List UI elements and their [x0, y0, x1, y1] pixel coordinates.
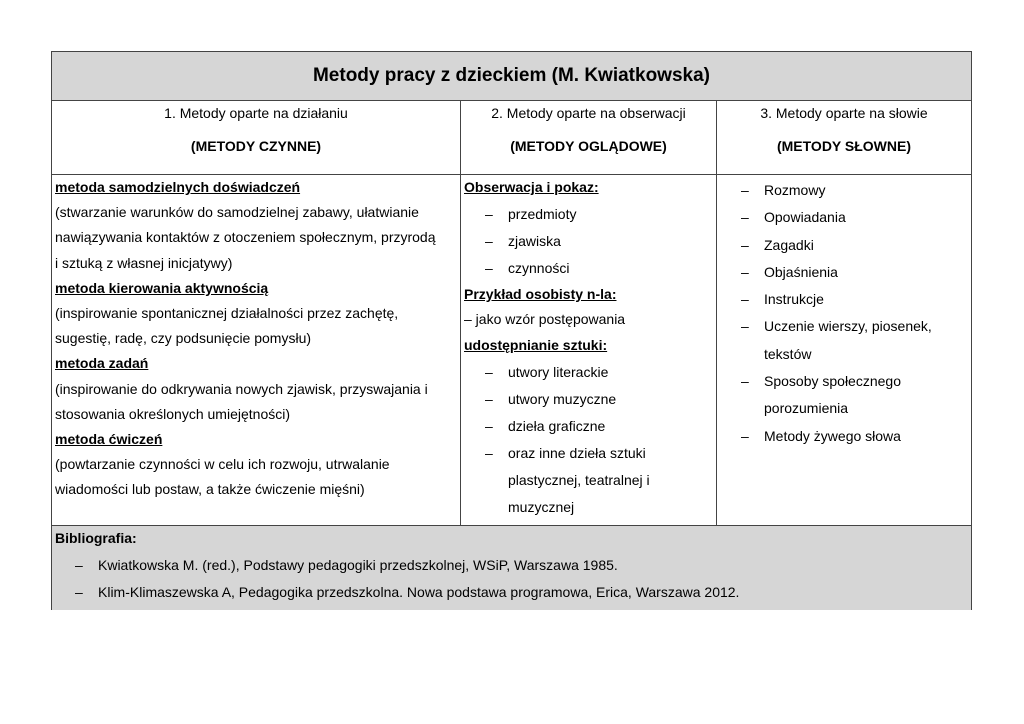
list-item-text: tekstów	[764, 345, 812, 362]
list-item	[464, 201, 716, 228]
method-description: (stwarzanie warunków do samodzielnej zabawy, ułatwianie	[55, 204, 419, 221]
active-methods-cell	[52, 174, 461, 525]
method-title: metoda kierowania aktywnością	[55, 279, 269, 296]
method-description: (powtarzanie czynności w celu ich rozwoju, utrwalanie	[55, 456, 390, 473]
dash-bullet: –	[75, 584, 83, 600]
section-title: Przykład osobisty n-la:	[464, 286, 617, 303]
column-header-observation	[461, 100, 717, 175]
list-item	[464, 413, 716, 440]
method-title: metoda samodzielnych doświadczeń	[55, 179, 301, 195]
list-item-text: Instrukcje	[764, 291, 824, 308]
list-item-text: Objaśnienia	[764, 263, 838, 280]
observation-list	[464, 201, 716, 282]
section-description: – jako wzór postępowania	[464, 311, 626, 328]
list-item-text: plastycznej, teatralnej i	[508, 471, 650, 488]
dash-bullet: –	[741, 209, 749, 226]
list-item	[720, 423, 971, 450]
section-title: udostępnianie sztuki:	[464, 336, 608, 353]
table-title: Metody pracy z dzieckiem (M. Kwiatkowska)	[52, 52, 971, 101]
list-item	[464, 228, 716, 255]
list-item	[720, 368, 971, 395]
dash-bullet: –	[75, 557, 83, 573]
column-subheading: (METODY SŁOWNE)	[776, 138, 912, 154]
bibliography-item-text: Kwiatkowska M. (red.), Podstawy pedagogiki przedszkolnej, WSiP, Warszawa 1985.	[98, 557, 618, 573]
list-item	[720, 259, 971, 286]
list-item-text: Metody żywego słowa	[764, 427, 901, 444]
list-item-text: przedmioty	[508, 206, 577, 223]
list-item-text: Opowiadania	[764, 209, 846, 226]
bibliography-heading: Bibliografia:	[55, 530, 137, 546]
list-item-text: Uczenie wierszy, piosenek,	[764, 318, 932, 335]
list-item-continuation	[464, 467, 716, 494]
list-item-continuation	[464, 494, 716, 521]
list-item-text: muzycznej	[508, 498, 575, 515]
column-subheading: (METODY OGLĄDOWE)	[510, 138, 667, 154]
bibliography-section	[52, 525, 971, 610]
list-item-text: zjawiska	[508, 233, 561, 250]
dash-bullet: –	[485, 444, 493, 461]
dash-bullet: –	[485, 260, 493, 277]
methods-table	[51, 51, 972, 610]
list-item	[720, 286, 971, 313]
list-item-text: utwory literackie	[508, 363, 609, 380]
list-item-text: utwory muzyczne	[508, 390, 617, 407]
bibliography-item-text: Klim-Klimaszewska A, Pedagogika przedszkolna. Nowa podstawa programowa, Erica, Warszawa 2012.	[98, 584, 740, 600]
list-item	[720, 177, 971, 204]
dash-bullet: –	[741, 373, 749, 390]
dash-bullet: –	[741, 236, 749, 253]
method-description: stosowania określonych umiejętności)	[55, 405, 290, 422]
list-item	[720, 204, 971, 231]
dash-bullet: –	[485, 390, 493, 407]
dash-bullet: –	[485, 417, 493, 434]
method-description: sugestię, radę, czy podsunięcie pomysłu)	[55, 330, 312, 347]
method-description: wiadomości lub postaw, a także ćwiczenie mięśni)	[55, 481, 365, 498]
list-item-continuation	[720, 341, 971, 368]
dash-bullet: –	[741, 427, 749, 444]
dash-bullet: –	[485, 363, 493, 380]
column-heading: 2. Metody oparte na obserwacji	[491, 105, 686, 121]
list-item-text: Sposoby społecznego	[764, 373, 901, 390]
dash-bullet: –	[485, 206, 493, 223]
list-item-text: Zagadki	[764, 236, 814, 253]
dash-bullet: –	[741, 318, 749, 335]
dash-bullet: –	[741, 182, 749, 198]
list-item	[720, 313, 971, 340]
section-title: Obserwacja i pokaz:	[464, 179, 599, 195]
observation-methods-cell	[461, 174, 717, 525]
dash-bullet: –	[485, 233, 493, 250]
list-item	[464, 255, 716, 282]
art-list	[464, 359, 716, 521]
list-item	[464, 440, 716, 467]
list-item	[720, 232, 971, 259]
method-title: metoda ćwiczeń	[55, 431, 163, 448]
method-description: (inspirowanie spontanicznej działalności przez zachętę,	[55, 305, 399, 322]
method-description: (inspirowanie do odkrywania nowych zjawisk, przyswajania i	[55, 380, 428, 397]
method-title: metoda zadań	[55, 355, 149, 372]
column-header-verbal	[717, 100, 971, 175]
verbal-list	[720, 177, 971, 450]
method-description: i sztuką z własnej inicjatywy)	[55, 254, 233, 271]
column-header-active	[52, 100, 461, 175]
list-item-text: porozumienia	[764, 400, 849, 417]
list-item-text: dzieła graficzne	[508, 417, 606, 434]
dash-bullet: –	[741, 291, 749, 308]
list-item-text: Rozmowy	[764, 182, 826, 198]
list-item	[464, 386, 716, 413]
column-heading: 1. Metody oparte na działaniu	[164, 105, 348, 121]
list-item	[464, 359, 716, 386]
verbal-methods-cell	[717, 174, 971, 525]
column-subheading: (METODY CZYNNE)	[190, 138, 322, 154]
list-item-text: oraz inne dzieła sztuki	[508, 444, 646, 461]
method-description: nawiązywania kontaktów z otoczeniem społecznym, przyrodą	[55, 229, 436, 246]
list-item-text: czynności	[508, 260, 570, 277]
column-heading: 3. Metody oparte na słowie	[760, 105, 928, 121]
dash-bullet: –	[741, 263, 749, 280]
list-item-continuation	[720, 395, 971, 422]
